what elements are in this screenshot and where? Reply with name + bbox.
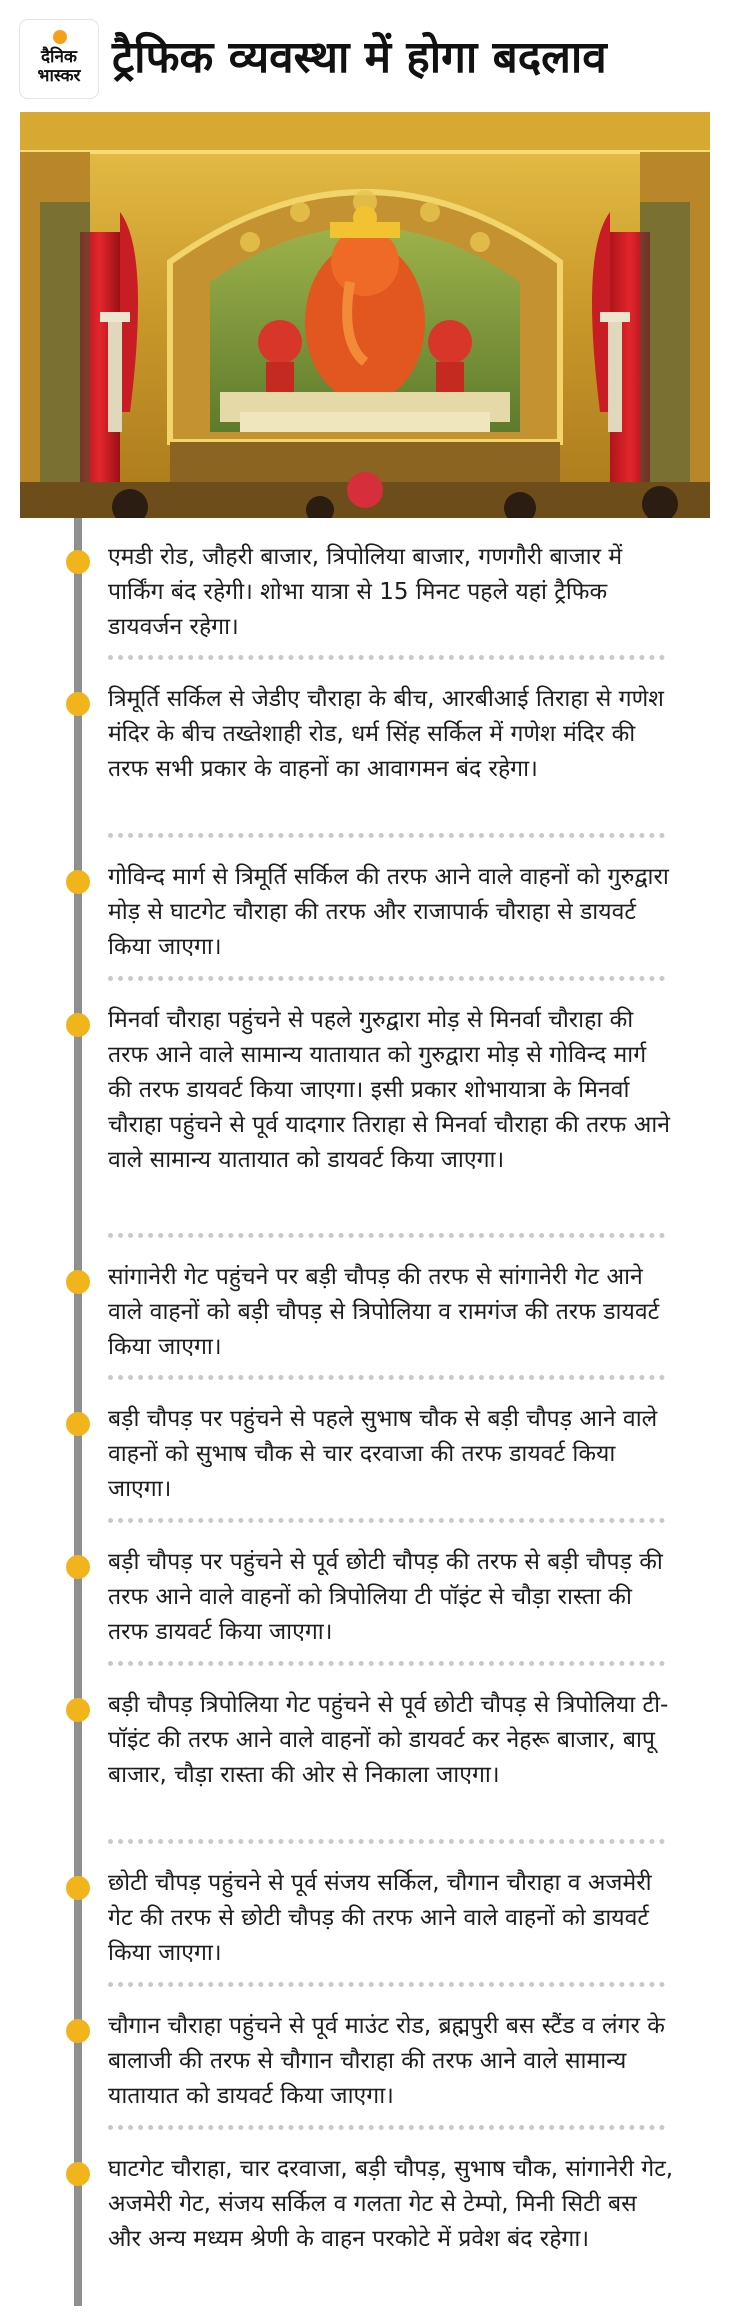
divider bbox=[108, 976, 665, 981]
header bbox=[0, 0, 730, 112]
divider bbox=[108, 1233, 665, 1238]
bullet-dot bbox=[66, 870, 90, 894]
bullet-dot bbox=[66, 550, 90, 574]
bullet-dot bbox=[66, 1698, 90, 1722]
item-text: मिनर्वा चौराहा पहुंचने से पहले गुरुद्वारा मोड़ से मिनर्वा चौराहा की तरफ आने वाले सामान्य यातायात को गुरुद्वारा मोड़ से गोविन्द मार्ग की तरफ डायवर्ट किया जाएगा। इसी प्रकार शोभायात्रा के मिनर्वा चौराहा पहुंचने से पूर्व यादगार तिराहा से मिनर्वा चौराहा की तरफ आने वाले सामान्य यातायात को डायवर्ट किया जाएगा। bbox=[108, 1007, 670, 1173]
item-text: बड़ी चौपड़ पर पहुंचने से पूर्व छोटी चौपड़ की तरफ से बड़ी चौपड़ की तरफ आने वाले वाहनों को त्रिपोलिया टी पॉइंट से चौड़ा रास्ता की तरफ डायवर्ट किया जाएगा। bbox=[108, 1549, 663, 1645]
item-text: सांगानेरी गेट पहुंचने पर बड़ी चौपड़ की तरफ से सांगानेरी गेट आने वाले वाहनों को बड़ी चौपड़ से त्रिपोलिया व रामगंज की तरफ डायवर्ट किया जाएगा। bbox=[108, 1264, 660, 1360]
divider bbox=[108, 833, 665, 838]
bullet-dot bbox=[66, 2019, 90, 2043]
divider bbox=[108, 1839, 665, 1844]
temple-illustration bbox=[20, 112, 710, 518]
dainik-bhaskar-logo[interactable] bbox=[20, 20, 98, 98]
divider bbox=[108, 1518, 665, 1523]
logo-line-1: दैनिक bbox=[41, 47, 77, 67]
sun-icon bbox=[53, 30, 67, 44]
bullet-dot bbox=[66, 1013, 90, 1037]
divider bbox=[108, 1661, 665, 1666]
logo-line-2: भास्कर bbox=[37, 66, 81, 86]
divider bbox=[108, 2125, 665, 2130]
bullet-dot bbox=[66, 1270, 90, 1294]
temple-photo bbox=[20, 112, 710, 518]
bullet-dot bbox=[66, 1555, 90, 1579]
divider bbox=[108, 1982, 665, 1987]
item-text: गोविन्द मार्ग से त्रिमूर्ति सर्किल की तरफ आने वाले वाहनों को गुरुद्वारा मोड़ से घाटगेट चौराहा की तरफ और राजापार्क चौराहा से डायवर्ट किया जाएगा। bbox=[108, 864, 669, 960]
item-text: चौगान चौराहा पहुंचने से पूर्व माउंट रोड, ब्रह्मपुरी बस स्टैंड व लंगर के बालाजी की तरफ से चौगान चौराहा की तरफ आने वाले सामान्य यातायात को डायवर्ट किया जाएगा। bbox=[108, 2013, 665, 2109]
bullet-dot bbox=[66, 1412, 90, 1436]
item-text: एमडी रोड, जौहरी बाजार, त्रिपोलिया बाजार, गणगौरी बाजार में पार्किंग बंद रहेगी। शोभा यात्रा से 15 मिनट पहले यहां ट्रैफिक डायवर्जन रहेगा। bbox=[108, 544, 623, 640]
item-text: बड़ी चौपड़ त्रिपोलिया गेट पहुंचने से पूर्व छोटी चौपड़ से त्रिपोलिया टी-पॉइंट की तरफ आने वाले वाहनों को डायवर्ट कर नेहरू बाजार, बापू बाजार, चौड़ा रास्ता की ओर से निकाला जाएगा। bbox=[108, 1692, 669, 1788]
item-text: त्रिमूर्ति सर्किल से जेडीए चौराहा के बीच, आरबीआई तिराहा से गणेश मंदिर के बीच तख्तेशाही रोड, धर्म सिंह सर्किल में गणेश मंदिर की तरफ सभी प्रकार के वाहनों का आवागमन बंद रहेगा। bbox=[108, 686, 664, 782]
item-text: बड़ी चौपड़ पर पहुंचने से पहले सुभाष चौक से बड़ी चौपड़ आने वाले वाहनों को सुभाष चौक से चार दरवाजा की तरफ डायवर्ट किया जाएगा। bbox=[108, 1406, 658, 1502]
bullet-dot bbox=[66, 2162, 90, 2186]
divider bbox=[108, 1375, 665, 1380]
item-text: घाटगेट चौराहा, चार दरवाजा, बड़ी चौपड़, सुभाष चौक, सांगानेरी गेट, अजमेरी गेट, संजय सर्किल व गलता गेट से टेम्पो, मिनी सिटी बस और अन्य मध्यम श्रेणी के वाहन परकोटे में प्रवेश बंद रहेगा। bbox=[108, 2156, 674, 2252]
divider bbox=[108, 655, 665, 660]
item-text: छोटी चौपड़ पहुंचने से पूर्व संजय सर्किल, चौगान चौराहा व अजमेरी गेट की तरफ से छोटी चौपड़ की तरफ आने वाले वाहनों को डायवर्ट किया जाएगा। bbox=[108, 1870, 652, 1966]
page-title: ट्रैफिक व्यवस्था में होगा बदलाव bbox=[112, 32, 607, 83]
bullet-dot bbox=[66, 692, 90, 716]
bullet-dot bbox=[66, 1876, 90, 1900]
